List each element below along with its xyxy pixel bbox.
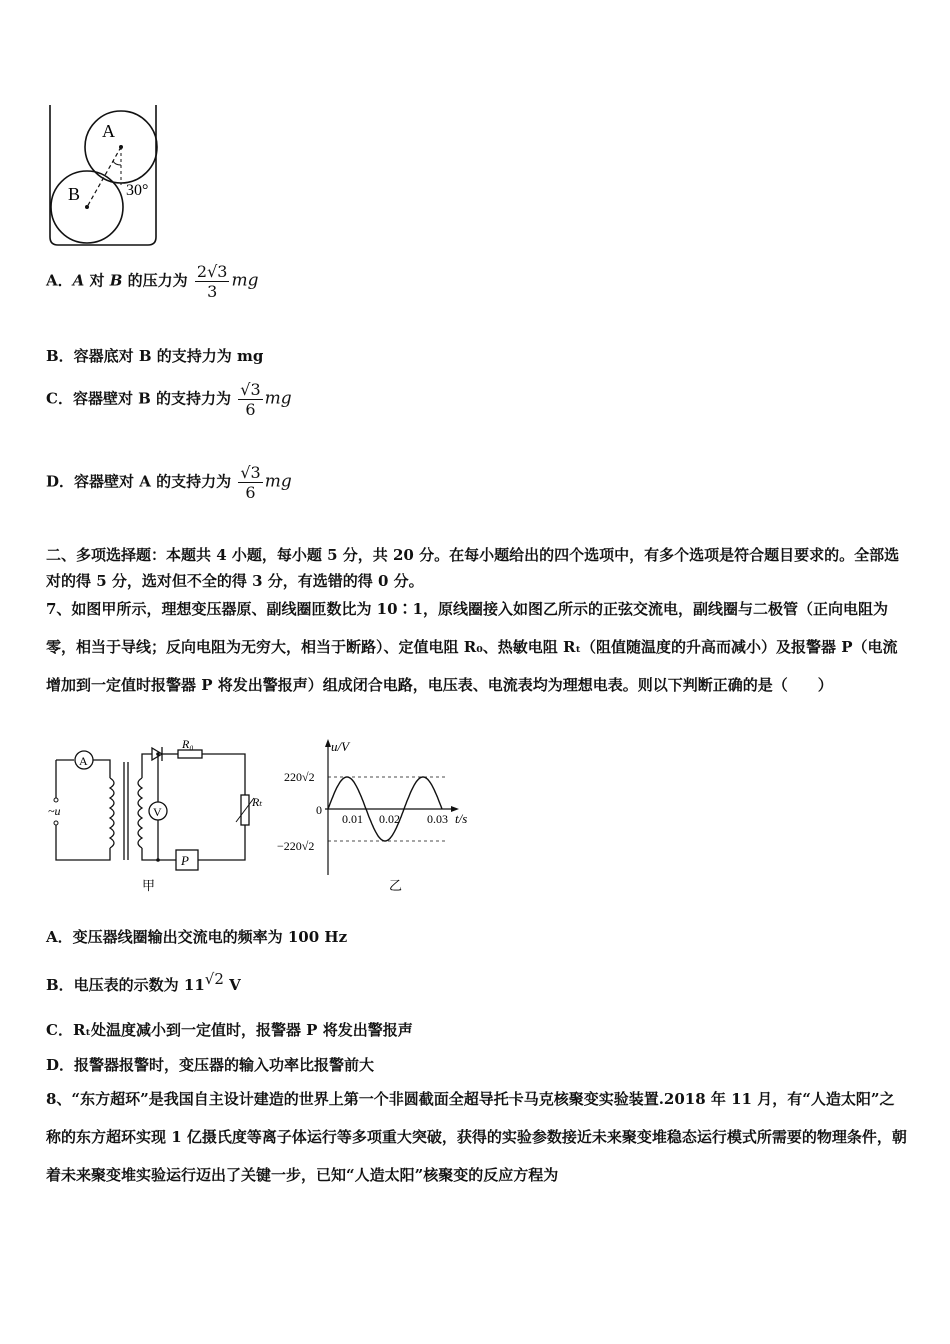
option-d-prefix: D．容器壁对 A 的支持力为 bbox=[46, 472, 232, 491]
ymax-label: 220√2 bbox=[284, 770, 315, 784]
option-a-suffix: 的压力为 bbox=[122, 271, 188, 290]
fraction-a bbox=[195, 262, 230, 301]
q7-option-c: C．Rₜ处温度减小到一定值时，报警器 P 将发出警报声 bbox=[46, 1021, 413, 1039]
option-a-mid: 对 bbox=[84, 271, 110, 290]
x-tick-label-3: 0.03 bbox=[427, 812, 448, 826]
q7-stem: 7、如图甲所示，理想变压器原、副线圈匝数比为 10∶1，原线圈接入如图乙所示的正弦交流电，副线圈与二极管（正向电阻为零，相当于导线；反向电阻为无穷大，相当于断路）、定值电阻 R₀、热敏电阻 Rₜ（阻值随温度的升高而减小）及报警器 P（电流增加到一定值时报警器 P 将发出警报声）组成闭合电路，电压表、电流表均为理想电表。则以下判断正确的是（ ） bbox=[46, 600, 898, 694]
q8-stem: 8、“东方超环”是我国自主设计建造的世界上第一个非圆截面全超导托卡马克核聚变实验装置.2018 年 11 月，有“人造太阳”之称的东方超环实现 1 亿摄氏度等离子体运行等多项重大突破，获得的实验参数接近未来聚变堆稳态运行模式所需要的物理条件，朝着未来聚变堆实验运行迈出了关键一步，已知“人造太阳”核聚变的反应方程为 bbox=[46, 1090, 907, 1184]
q6-option-d bbox=[46, 463, 292, 502]
two-balls-figure bbox=[40, 95, 170, 250]
alarm-label: P bbox=[181, 853, 189, 868]
q6-option-c bbox=[46, 380, 292, 419]
fraction-num: √3 bbox=[240, 380, 261, 399]
section-2-heading: 二、多项选择题：本题共 4 小题，每小题 5 分，共 20 分。在每小题给出的四个选项中，有多个选项是符合题目要求的。全部选对的得 5 分，选对但不全的得 3 分，有选错的得 0 分。 bbox=[46, 546, 900, 590]
ammeter-label: A bbox=[79, 754, 88, 768]
circuit-caption: 甲 bbox=[142, 878, 156, 893]
graph-caption: 乙 bbox=[389, 878, 403, 893]
q7-option-a: A．变压器线圈输出交流电的频率为 100 Hz bbox=[46, 928, 348, 946]
option-b-root: √2 bbox=[204, 970, 224, 988]
fraction-num: 2√3 bbox=[196, 262, 228, 281]
option-c-prefix: C．容器壁对 B 的支持力为 bbox=[46, 389, 232, 408]
ymin-label: −220√2 bbox=[277, 839, 315, 853]
voltmeter-label: V bbox=[153, 805, 162, 819]
option-b-prefix: B．电压表的示数为 11 bbox=[46, 976, 205, 994]
circuit-diagram bbox=[40, 740, 270, 900]
q6-option-b: B．容器底对 B 的支持力为 mg bbox=[46, 347, 264, 365]
rt-label: Rₜ bbox=[252, 795, 263, 809]
angle-label: 30° bbox=[126, 182, 149, 199]
var-b: B bbox=[109, 271, 123, 290]
waveform-graph bbox=[275, 735, 485, 895]
x-tick-label-2: 0.02 bbox=[379, 812, 400, 826]
unit-mg: mg bbox=[264, 471, 292, 492]
source-label: ~u bbox=[48, 804, 61, 818]
y-axis-label: u/V bbox=[331, 739, 350, 754]
unit-mg: mg bbox=[264, 388, 292, 409]
x-axis-label: t/s bbox=[455, 811, 468, 826]
unit-mg: mg bbox=[231, 270, 259, 291]
x-tick-label-1: 0.01 bbox=[342, 812, 363, 826]
fraction-c bbox=[238, 380, 262, 419]
fraction-den: 6 bbox=[245, 400, 256, 419]
label-a: A bbox=[102, 121, 115, 141]
option-b-unit: V bbox=[223, 976, 241, 994]
r0-resistor bbox=[178, 750, 202, 758]
origin-label: 0 bbox=[316, 803, 322, 817]
fraction-den: 6 bbox=[245, 483, 256, 502]
r0-label: R₀ bbox=[182, 740, 194, 751]
q7-option-d: D．报警器报警时，变压器的输入功率比报警前大 bbox=[46, 1056, 375, 1074]
var-a: A bbox=[72, 271, 85, 290]
option-a-prefix: A． bbox=[46, 271, 73, 290]
label-b: B bbox=[68, 184, 81, 204]
fraction-num: √3 bbox=[240, 463, 261, 482]
q7-option-b bbox=[46, 970, 241, 995]
q6-option-a bbox=[46, 262, 258, 301]
fraction-d bbox=[238, 463, 262, 502]
fraction-den: 3 bbox=[207, 282, 218, 301]
